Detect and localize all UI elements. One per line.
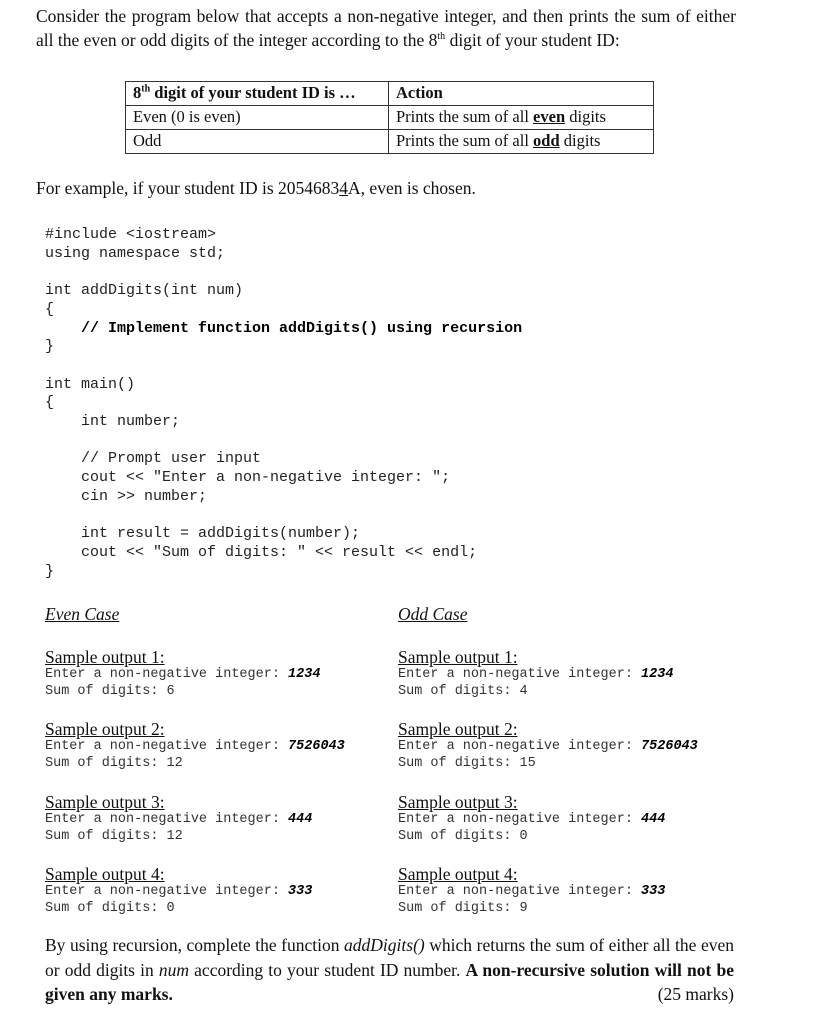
example-sentence: For example, if your student ID is 20546834A, even is chosen. <box>36 178 476 198</box>
code-comment-line: // Implement function addDigits() using recursion <box>45 319 523 337</box>
intro-paragraph <box>36 4 736 52</box>
code-line: int number; <box>45 413 181 431</box>
code-line: int result = addDigits(number); <box>45 525 361 543</box>
even-sample-4: Sample output 4: Enter a non-negative integer: 333 Sum of digits: 0 <box>45 864 313 916</box>
table-header-row <box>126 82 654 106</box>
variable-name: num <box>158 959 190 980</box>
code-line: cout << "Enter a non-negative integer: "; <box>45 469 451 487</box>
code-line: // Prompt user input <box>45 450 262 468</box>
odd-sample-1: Sample output 1: Enter a non-negative integer: 1234 Sum of digits: 4 <box>398 647 674 699</box>
code-line: cout << "Sum of digits: " << result << endl; <box>45 543 478 561</box>
header-student-id-digit: 8th digit of your student ID is … <box>126 82 389 106</box>
even-case-title: Even Case <box>45 604 120 624</box>
row-odd-action: Prints the sum of all odd digits <box>389 130 654 154</box>
header-action: Action <box>389 82 654 106</box>
code-line: using namespace std; <box>45 244 226 262</box>
code-line: { <box>45 300 55 318</box>
row-even-condition: Even (0 is even) <box>126 106 389 130</box>
row-even-action: Prints the sum of all even digits <box>389 106 654 130</box>
intro-text-end: digit of your student ID: <box>445 30 620 50</box>
even-sample-2: Sample output 2: Enter a non-negative integer: 7526043 Sum of digits: 12 <box>45 719 345 771</box>
table-row <box>126 106 654 130</box>
code-line: int addDigits(int num) <box>45 282 244 300</box>
even-sample-1: Sample output 1: Enter a non-negative integer: 1234 Sum of digits: 6 <box>45 647 321 699</box>
code-line: #include <iostream> <box>45 226 217 243</box>
code-line: cin >> number; <box>45 487 208 505</box>
odd-sample-2: Sample output 2: Enter a non-negative integer: 7526043 Sum of digits: 15 <box>398 719 698 771</box>
code-line: } <box>45 562 55 580</box>
code-line: { <box>45 394 55 412</box>
intro-text: Consider the program below that accepts a non-negative integer, and then prints the sum of either all the even or odd digits of the integer according to the 8 <box>36 6 736 50</box>
even-sample-3: Sample output 3: Enter a non-negative integer: 444 Sum of digits: 12 <box>45 792 313 844</box>
function-name: addDigits() <box>344 935 425 955</box>
marks-label: (25 marks) <box>657 984 734 1004</box>
odd-sample-3: Sample output 3: Enter a non-negative integer: 444 Sum of digits: 0 <box>398 792 666 844</box>
row-odd-condition: Odd <box>126 130 389 154</box>
code-line: } <box>45 338 55 356</box>
rules-table <box>125 81 654 154</box>
closing-paragraph: By using recursion, complete the function addDigits() which returns the sum of either all the even or odd digits in num according to your student ID number. A non-recursive solution will not be given any marks. (25 marks) <box>45 933 734 1007</box>
odd-case-title: Odd Case <box>398 604 468 624</box>
table-row <box>126 130 654 154</box>
odd-sample-4: Sample output 4: Enter a non-negative integer: 333 Sum of digits: 9 <box>398 864 666 916</box>
warning-text: A non-recursive solution will not be given any marks. <box>45 959 734 1004</box>
code-block <box>45 226 522 581</box>
code-line: int main() <box>45 375 136 393</box>
highlighted-digit: 4 <box>339 178 349 198</box>
intro-sup: th <box>437 31 446 43</box>
